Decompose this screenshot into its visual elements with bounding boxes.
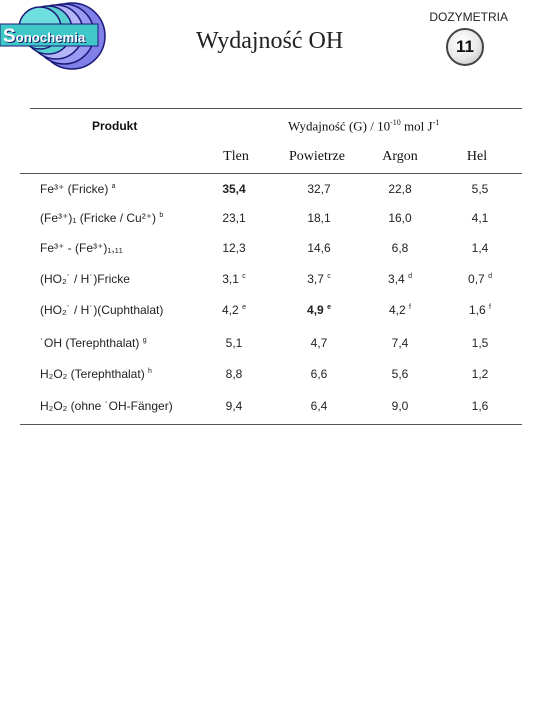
product-footnote: g [142,337,147,344]
logo [0,0,112,72]
value-text: 35,4 [222,182,246,196]
column-header-powietrze: Powietrze [289,149,345,164]
value-text: 1,6 [471,399,489,413]
value-text: 22,8 [388,182,412,196]
value-text: 5,6 [391,367,409,381]
value-footnote: c [327,273,331,280]
section-label: DOZYMETRIA [429,10,508,24]
yield-header-prefix: Wydajność (G) / 10 [288,118,391,134]
yield-header-exp: -10 [390,118,401,127]
value-text: 8,8 [225,367,243,381]
value-cell [289,367,349,381]
table-row [0,272,540,302]
value-footnote: c [242,273,246,280]
table-row [0,336,540,366]
value-footnote: f [489,304,491,311]
value-cell [289,303,349,317]
column-header-tlen: Tlen [223,149,249,164]
value-text: 3,4 [388,272,405,286]
table-top-rule [30,108,522,109]
value-cell [450,241,510,255]
value-text: 14,6 [307,241,331,255]
product-label: (HO₂˙ / H˙)(Cuphthalat) [40,303,164,317]
logo-rest: onochemia [15,30,86,45]
value-cell [450,399,510,413]
value-text: 23,1 [222,211,246,225]
value-text: 1,6 [469,303,486,317]
value-text: 1,4 [471,241,489,255]
value-text: 12,3 [222,241,246,255]
value-cell [370,336,430,350]
value-cell [370,367,430,381]
value-text: 3,7 [307,272,324,286]
value-text: 18,1 [307,211,331,225]
value-cell [450,303,510,317]
value-text: 6,4 [310,399,328,413]
value-text: 0,7 [468,272,485,286]
value-text: 1,2 [471,367,489,381]
value-cell [204,241,264,255]
slide-title: Wydajność OH [196,28,344,54]
product-label: ˙OH (Terephthalat) [40,336,140,350]
product-label: H₂O₂ (Terephthalat) [40,367,145,381]
product-label: Fe³⁺ (Fricke) [40,182,109,196]
value-text: 32,7 [307,182,331,196]
value-cell [204,336,264,350]
value-cell [289,182,349,196]
value-cell [204,399,264,413]
table-row [0,182,540,212]
yield-header [288,118,439,134]
value-cell [450,367,510,381]
page-number-badge: 11 [446,28,484,66]
value-text: 6,8 [391,241,409,255]
value-text: 16,0 [388,211,412,225]
value-footnote: e [327,304,331,311]
product-cell [40,211,163,225]
value-cell [289,272,349,286]
product-footnote: a [111,183,116,190]
value-text: 4,2 [389,303,406,317]
value-cell [289,241,349,255]
table-row [0,367,540,397]
product-label: H₂O₂ (ohne ˙OH-Fänger) [40,399,173,413]
value-cell [204,211,264,225]
table-row [0,241,540,271]
yield-header-unit: mol J [400,118,433,134]
value-footnote: d [488,273,492,280]
value-text: 4,2 [222,303,239,317]
value-cell [370,211,430,225]
value-text: 4,9 [307,303,324,317]
product-cell [40,241,123,255]
value-text: 5,5 [471,182,489,196]
value-text: 5,1 [225,336,243,350]
value-cell [204,303,264,317]
value-text: 3,1 [222,272,239,286]
value-cell [450,211,510,225]
table-header-rule [20,173,522,174]
product-footnote: h [148,368,152,375]
value-text: 1,5 [471,336,489,350]
value-cell [289,336,349,350]
value-cell [450,336,510,350]
product-footnote: b [159,212,164,219]
product-label: Fe³⁺ - (Fe³⁺)₁,₁₁ [40,241,123,255]
value-cell [204,367,264,381]
product-label: (Fe³⁺)₁ (Fricke / Cu²⁺) [40,211,157,225]
value-cell [289,211,349,225]
value-text: 9,0 [391,399,409,413]
value-text: 9,4 [225,399,243,413]
value-cell [450,182,510,196]
value-cell [289,399,349,413]
logo-text [3,26,85,48]
column-header-argon: Argon [382,149,418,164]
value-footnote: d [408,273,412,280]
value-text: 7,4 [391,336,409,350]
value-cell [450,272,510,286]
value-cell [204,272,264,286]
value-text: 4,7 [310,336,328,350]
table-row [0,211,540,241]
value-cell [370,182,430,196]
value-footnote: e [242,304,246,311]
product-column-header: Produkt [92,119,138,133]
value-cell [370,272,430,286]
value-text: 4,1 [471,211,489,225]
table-row [0,303,540,333]
value-footnote: f [409,304,411,311]
column-header-hel: Hel [466,149,488,164]
logo-initial: S [3,26,16,47]
yield-header-unit-exp: -1 [432,118,440,127]
value-cell [370,241,430,255]
value-text: 6,6 [310,367,328,381]
table-bottom-rule [20,424,522,425]
value-cell [370,399,430,413]
product-cell [40,272,130,286]
product-cell [40,367,152,381]
value-cell [370,303,430,317]
product-cell [40,182,116,196]
product-cell [40,399,173,413]
product-label: (HO₂˙ / H˙)Fricke [40,272,130,286]
product-cell [40,303,163,317]
product-cell [40,336,147,350]
value-cell [204,182,264,196]
